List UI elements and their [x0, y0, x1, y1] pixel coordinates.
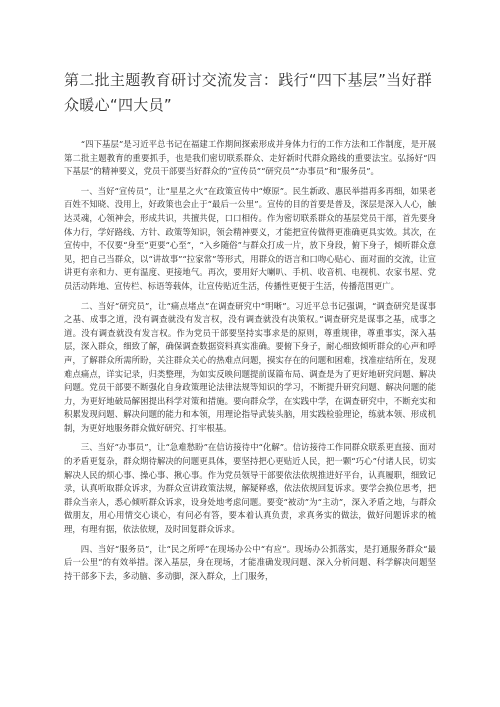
document-body — [64, 138, 436, 583]
paragraph-intro: “四下基层”是习近平总书记在福建工作期间探索形成并身体力行的工作方法和工作制度，是开展第二批主题教育的重要抓手，也是我们密切联系群众、走好新时代群众路线的重要法宝。弘扬好“四下基层”的精神要义，党员干部要当好群众的“宣传员”“研究员”“办事员”和“服务员”。 — [64, 139, 436, 177]
document-title: 第二批主题教育研讨交流发言：践行“四下基层”当好群众暖心“四大员” — [64, 71, 433, 114]
paragraph-section-4: 四、当好“服务员”，让“民之所呼”在现场办公中“有应”。现场办公抓落实，是打通服务群众“最后一公里”的有效举措。深入基层，身在现场，才能准确发现问题、深入分析问题、科学解决问题坚持干部多下去，多动脑、多动脚，深入群众，上门服务， — [64, 543, 436, 581]
paragraph-section-1: 一、当好“宣传员”，让“星星之火”在政策宣传中“燎原”。民生新政、惠民举措再多再细，如果老百姓不知晓、没用上，好政策也会止于“最后一公里”。宣传的目的首要是普及，深层是深入人心，触达灵魂，心领神会，形成共识，共擅共促，口口相传。作为密切联系群众的基层党员干部，首先要身体力行，学好路线、方针、政策等知识，领会精神要义，才能把宣传做得更准确更具实效。其次，在宣传中，不仅要“身至”更要“心至”，“入乡随俗”与群众打成一片，放下身段，俯下身子，倾听群众意见，把自己当群众，以“讲故事”“拉家常”等形式，用群众的语言和口吻心贴心、面对面的交流，让宣讲更有亲和力、更有温度、更接地气。再次，要用好大喇叭、手机、收音机、电视机、农家书屋、党员活动阵地、宣传栏、标语等载体，让宣传贴近生活，传播性更便于生活，传播范围更广。 — [64, 185, 436, 291]
paragraph-section-3: 三、当好“办事员”，让“急难愁盼”在信访接待中“化解”。信访接待工作同群众联系更直接、面对的矛盾更复杂，群众期待解决的问题更具体，要坚持把心更贴近人民，把一颗“巧心”付诸人民，切实解决人民的烦心事、操心事、揪心事。作为党员领导干部要依法依规推进好平台，认真履职，细致记录，认真听取群众诉求，为群众宣讲政策法规，解疑释惑，依法依规回复诉求。要学会换位思考，把群众当亲人，悉心倾听群众诉求，设身处地考虑问题。要变“被动”为“主动”，深入矛盾之地，与群众做朋友，用心用情交心谈心，有问必有答，要本着认真负责，求真务实的做法，做好问题诉求的梳理，有理有据，依法依规，及时回复群众诉求。 — [64, 442, 436, 535]
paragraph-section-2: 二、当好“研究员”，让“痛点堵点”在调查研究中“明晰”。习近平总书记强调，“调查研究是谋事之基、成事之道，没有调查就没有发言权，没有调查就没有决策权。”调查研究是谋事之基，成事之道。没有调查就没有发言权。作为党员干部要坚持实事求是的原则，尊重规律，尊重事实，深入基层，深入群众，细致了解，确保调查数据资料真实准确。要俯下身子，耐心细致倾听群众的心声和呼声，了解群众所需所盼，关注群众关心的热难点问题，摸实存在的问题和困难，找准症结所在，发现难点痛点，详实记录，归类整理，为如实反映问题提前谋篇布局、调查是为了更好地研究问题、解决问题。党员干部要不断强化自身政策理论法律法规等知识的学习，不断提升研究问题、解决问题的能力，为更好地破局解困提出科学对策和措施。要向群众学，在实践中学，在调查研究中，不断充实和积累发现问题、解决问题的能力和本领，用理论指导武装头脑，用实践检验理论，练就本领、形成机制，为更好地服务群众做好研究、打牢根基。 — [64, 300, 436, 433]
